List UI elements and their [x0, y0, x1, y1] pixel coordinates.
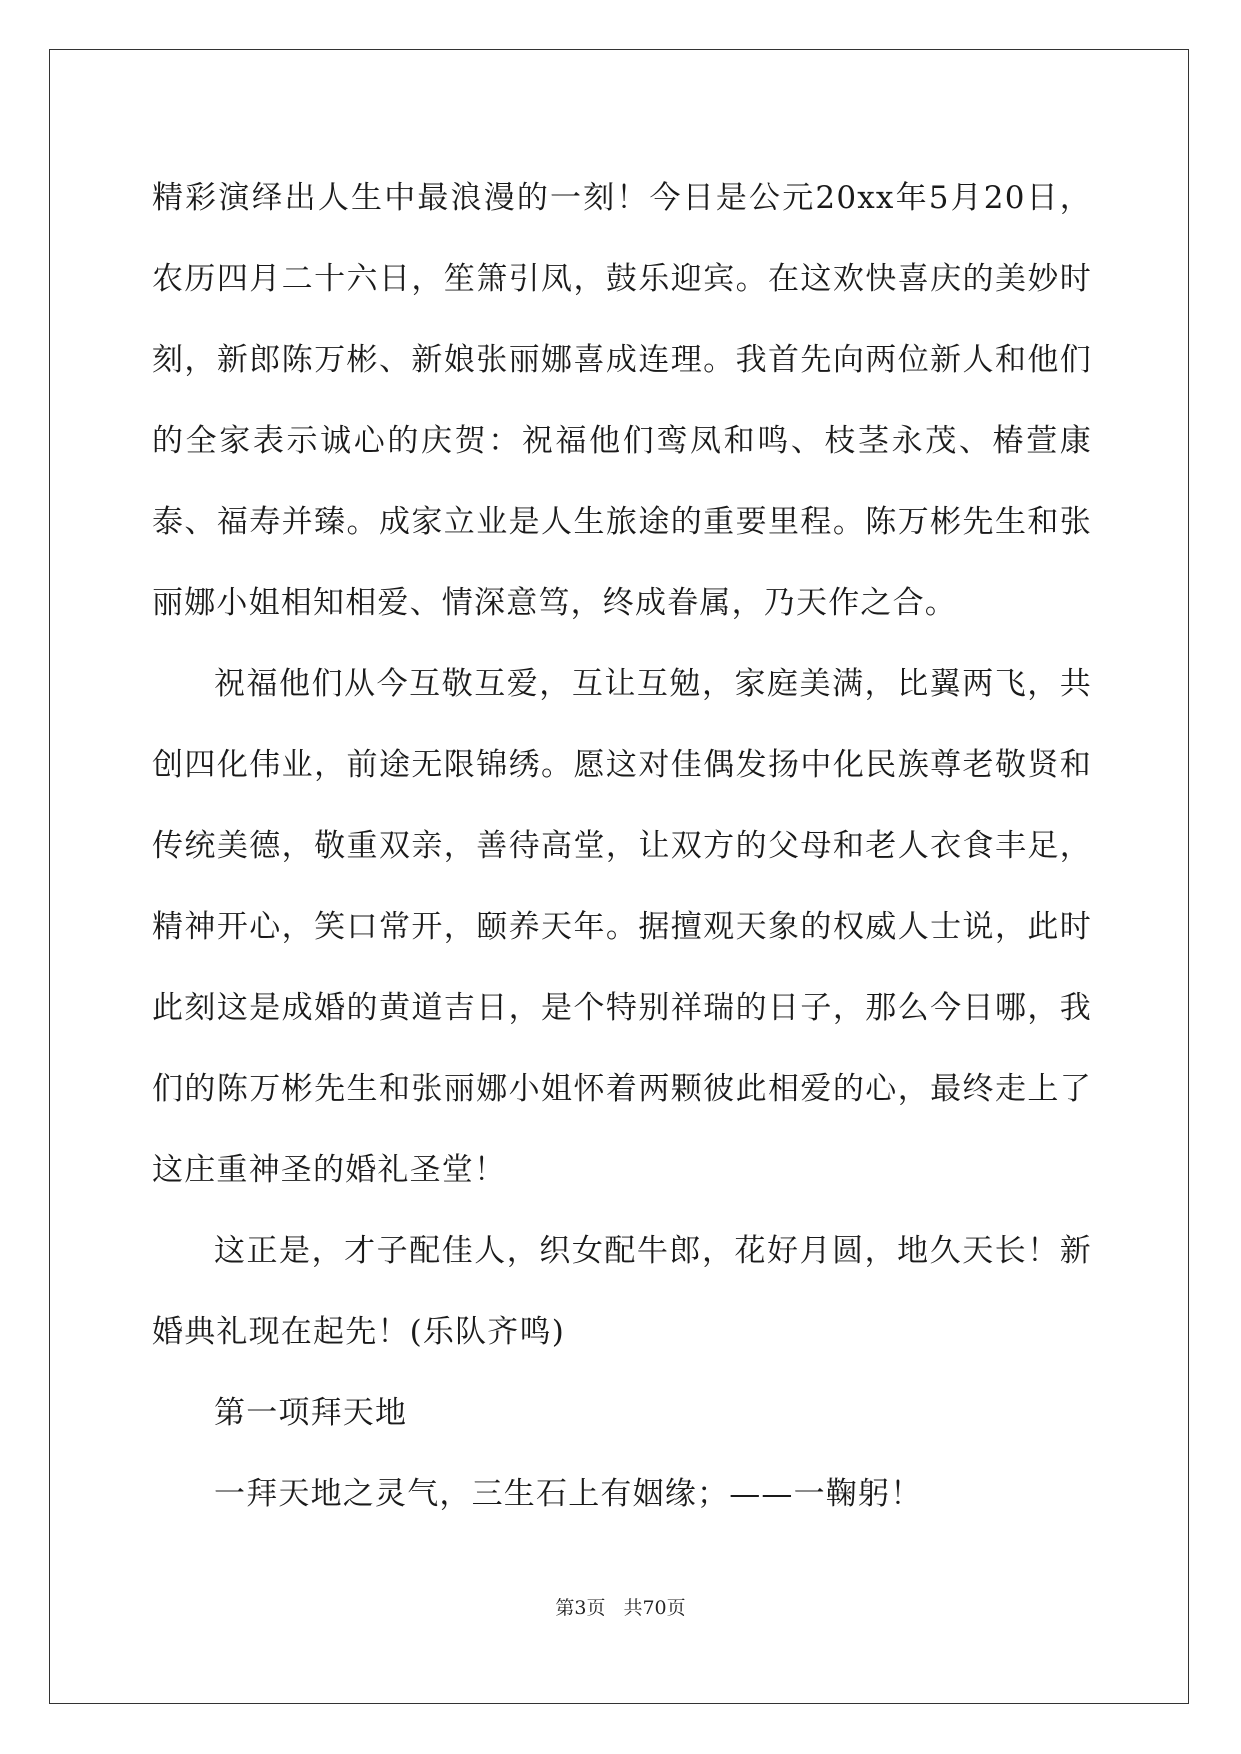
paragraph-5: 一拜天地之灵气，三生石上有姻缘；——一鞠躬！ [214, 1476, 923, 1512]
paragraph-2: 祝福他们从今互敬互爱，互让互勉，家庭美满，比翼两飞，共创四化伟业，前途无限锦绣。愿这对佳偶发扬中化民族尊老敬贤和传统美德，敬重双亲，善待高堂，让双方的父母和老人衣食丰足，精神开心，笑口常开，颐养天年。据擅观天象的权威人士说，此时此刻这是成婚的黄道吉日，是个特别祥瑞的日子，那么今日哪，我们的陈万彬先生和张丽娜小姐怀着两颗彼此相爱的心，最终走上了这庄重神圣的婚礼圣堂！ [152, 666, 1092, 1188]
page-number: 第3页 [555, 1597, 606, 1619]
document-body [152, 158, 1092, 1535]
paragraph-4: 第一项拜天地 [214, 1395, 408, 1431]
page-total: 共70页 [623, 1597, 686, 1619]
page-footer [0, 1593, 1241, 1620]
paragraph-3: 这正是，才子配佳人，织女配牛郎，花好月圆，地久天长！新婚典礼现在起先！(乐队齐鸣) [152, 1233, 1092, 1350]
paragraph-1: 精彩演绎出人生中最浪漫的一刻！今日是公元20xx年5月20日，农历四月二十六日，笙箫引凤，鼓乐迎宾。在这欢快喜庆的美妙时刻，新郎陈万彬、新娘张丽娜喜成连理。我首先向两位新人和他们的全家表示诚心的庆贺：祝福他们鸾凤和鸣、枝茎永茂、椿萱康泰、福寿并臻。成家立业是人生旅途的重要里程。陈万彬先生和张丽娜小姐相知相爱、情深意笃，终成眷属，乃天作之合。 [152, 180, 1092, 621]
